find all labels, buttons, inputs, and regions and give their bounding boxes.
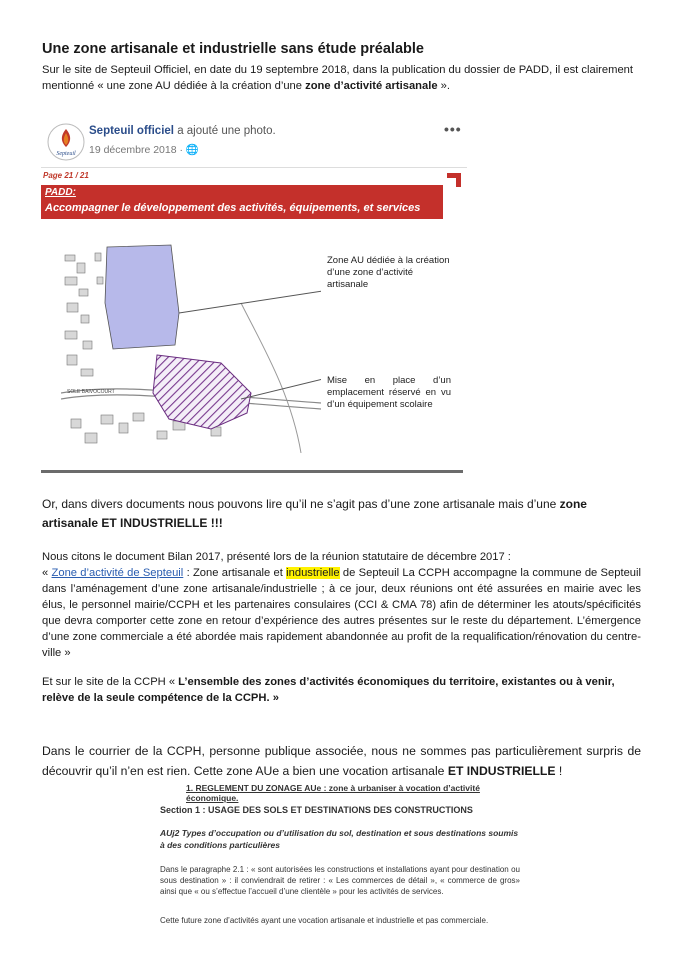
- more-options-icon[interactable]: •••: [444, 121, 462, 137]
- ccph-site-paragraph: Et sur le site de la CCPH « L’ensemble des zones d’activités économiques du territoire, existantes ou à venir, relève de la seule compétence de la CCPH. »: [42, 676, 615, 704]
- paragraph-zone-industrielle: Or, dans divers documents nous pouvons lire qu’il ne s’agit pas d’une zone artisanale mais d’une zone artisanale ET INDUSTRIELLE !!!: [42, 497, 587, 530]
- image-bottom-bar: [41, 470, 463, 473]
- intro-bold-zone: zone d’activité artisanale: [305, 80, 438, 92]
- page-name-link[interactable]: Septeuil officiel: [89, 125, 174, 137]
- globe-icon: 🌐: [185, 144, 199, 156]
- label-school: Mise en place d’un emplacement réservé en vu d’un équipement scolaire: [327, 375, 451, 410]
- zoning-map: [61, 243, 321, 453]
- zone-au-area: [105, 245, 179, 349]
- excerpt-title: 1. REGLEMENT DU ZONAGE AUe : zone à urbaniser à vocation d’activité économique.: [186, 783, 480, 803]
- corner-mark-icon: [447, 173, 461, 187]
- label-zone-au: Zone AU dédiée à la création d’une zone d’activité artisanale: [327, 255, 450, 290]
- excerpt-section: Section 1 : USAGE DES SOLS ET DESTINATIONS DES CONSTRUCTIONS: [160, 805, 473, 815]
- padd-title: PADD:: [45, 187, 76, 198]
- post-date[interactable]: 19 décembre 2018 · 🌐: [89, 144, 199, 156]
- courrier-paragraph: Dans le courrier de la CCPH, personne publique associée, nous ne sommes pas particulièrement surpris de découvrir qu’il n’en est rien. Cette zone AUe a bien une vocation artisanale ET INDUSTRIELLE !: [42, 744, 641, 778]
- post-header: Septeuil officiel a ajouté une photo.: [89, 125, 276, 137]
- bilan-quote: « Zone d’activité de Septeuil : Zone artisanale et industrielle de Septeuil La CCPH accompagne la commune de Septeuil dans l’aménagement d’une zone artisanale/industrielle ; à ce jour, deux réunions ont été assurées en mairie avec les élus, le personnel mairie/CCPH et les partenaires consulaires (CCI & CMA 78) afin de déterminer les atouts/spécificités que devra comporter cette zone en retour d’expérience des autres présentes sur le reste du département. L’émergence d’une zone commerciale a été abordée mais rapidement abandonnée au profit de la requalification/rénovation du centre-ville »: [42, 567, 641, 659]
- padd-banner: [41, 185, 443, 219]
- intro-paragraph: [42, 62, 642, 94]
- svg-text:Septeuil: Septeuil: [56, 151, 76, 157]
- padd-subtitle: Accompagner le développement des activités, équipements, et services: [45, 202, 421, 214]
- zone-activite-link[interactable]: Zone d’activité de Septeuil: [51, 567, 184, 579]
- page-reference: Page 21 / 21: [43, 171, 89, 180]
- excerpt-conclusion: Cette future zone d’activités ayant une vocation artisanale et industrielle et pas commerciale.: [160, 916, 489, 925]
- facebook-post-image: [41, 113, 467, 475]
- scanned-excerpt: [150, 783, 530, 943]
- septeuil-logo-icon: [47, 123, 85, 161]
- excerpt-auj2: AUj2 Types d’occupation ou d’utilisation du sol, destination et sous destinations soumis à des conditions particulières: [160, 828, 519, 850]
- intro-line-2: mentionné « une zone AU dédiée à la création d’une zone d’activité artisanale ».: [42, 80, 450, 92]
- divider: [41, 167, 467, 168]
- excerpt-paragraph: Dans le paragraphe 2.1 : « sont autorisées les constructions et installations ayant pour destination ou sous destination » : il conviendrait de retirer : « Les commerces de détail », « commerce de gros» ainsi que « ou s’effectue l’accueil d’une clientèle » pour les activités de services.: [160, 865, 520, 896]
- intro-line-1: Sur le site de Septeuil Officiel, en date du 19 septembre 2018, dans la publication du dossier de PADD, il est clairement: [42, 64, 633, 76]
- svg-text:SOLE BAIVOCOURT: SOLE BAIVOCOURT: [67, 389, 115, 395]
- bilan-intro: Nous citons le document Bilan 2017, présenté lors de la réunion statutaire de décembre 2017 :: [42, 551, 511, 563]
- highlighted-word: industrielle: [286, 567, 340, 579]
- page-title: Une zone artisanale et industrielle sans étude préalable: [42, 41, 424, 57]
